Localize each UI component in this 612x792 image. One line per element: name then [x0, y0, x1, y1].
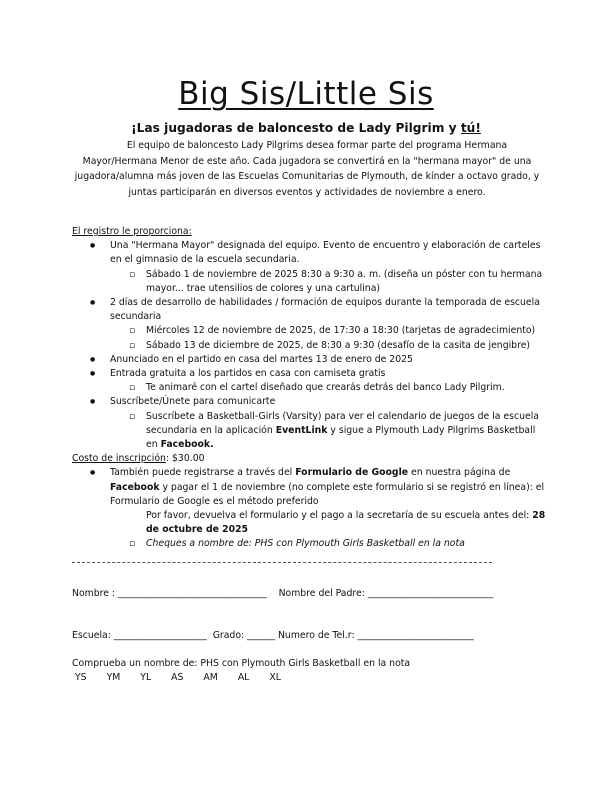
list-item: ● Una "Hermana Mayor" designada del equipo. Evento de encuentro y elaboración de carteles en el gimnasio de la escuela secundaria.	[72, 239, 547, 267]
sub-list-item: ▫ Sábado 13 de diciembre de 2025, de 8:30 a 9:30 (desafío de la casita de jengibre)	[72, 339, 547, 353]
intro-paragraph	[72, 138, 542, 200]
check-note-line: Comprueba un nombre de: PHS con Plymouth Girls Basketball en la nota	[72, 658, 411, 669]
text: Suscríbete a Basketball-Girls (Varsity) para ver el calendario de juegos de la escuela secundaria en la aplicación	[146, 410, 539, 436]
sub-list-item: ▫ Te animaré con el cartel diseñado que crearás detrás del banco Lady Pilgrim.	[72, 381, 547, 395]
return-instructions	[72, 509, 547, 537]
size-option[interactable]: AL	[237, 672, 250, 683]
size-option[interactable]: AS	[171, 672, 184, 683]
sub-list-item: ▫ Sábado 1 de noviembre de 2025 8:30 a 9:30 a. m. (diseña un póster con tu hermana mayor... trae utensilios de colores y una cartulina)	[72, 268, 547, 296]
list-item: ● Entrada gratuita a los partidos en casa con camiseta gratis	[72, 367, 547, 381]
list-item: ● Anunciado en el partido en casa del martes 13 de enero de 2025	[72, 353, 547, 367]
intro-text: El equipo de baloncesto Lady Pilgrims desea formar parte del programa Hermana Mayor/Hermana Menor de este año. Cada jugadora se convertirá en la "hermana mayor" de una jugadora/alumna más joven de las Escuelas Comunitarias de Plymouth, de kínder a octavo grado, y juntas participarán en diversos eventos y actividades de noviembre a enero.	[74, 140, 540, 198]
cut-line-divider	[72, 562, 492, 563]
subtitle-text: ¡Las jugadoras de baloncesto de Lady Pilgrim y	[131, 121, 461, 135]
subtitle	[0, 121, 612, 135]
registration-section	[72, 225, 547, 552]
cost-line	[72, 452, 547, 466]
size-option[interactable]: AM	[203, 672, 218, 683]
list-item: ● 2 días de desarrollo de habilidades / formación de equipos durante la temporada de escuela secundaria	[72, 296, 547, 324]
facebook-text: Facebook.	[160, 439, 214, 451]
text: y pagar el 1 de noviembre (no complete este formulario si se registró en línea): el Formulario de Google es el método preferido	[110, 481, 545, 507]
text: Por favor, devuelva el formulario y el pago a la secretaría de su escuela antes del:	[146, 510, 533, 522]
deadline: 28 de octubre de 2025	[146, 510, 546, 536]
cost-value: : $30.00	[165, 453, 205, 465]
grado-field[interactable]: Grado: ______	[212, 630, 275, 641]
eventlink-text: EventLink	[275, 424, 328, 436]
text: También puede registrarse a través del	[110, 467, 296, 479]
list-item	[72, 466, 547, 509]
facebook-text: Facebook	[110, 481, 160, 493]
form-row-names	[72, 588, 493, 599]
list-item: ● Suscríbete/Únete para comunicarte	[72, 395, 547, 409]
shirt-size-options	[75, 672, 301, 683]
page-title: Big Sis/Little Sis	[178, 76, 434, 112]
sub-list-item	[72, 410, 547, 453]
registration-heading: El registro le proporciona:	[72, 226, 192, 237]
size-option[interactable]: YM	[106, 672, 121, 683]
text: en nuestra página de	[408, 467, 511, 479]
size-option[interactable]: YL	[140, 672, 152, 683]
cost-label: Costo de inscripción	[72, 453, 166, 465]
text: y sigue a Plymouth Lady Pilgrims Basketball en	[146, 424, 536, 451]
form-row-school	[72, 630, 474, 641]
size-option[interactable]: XL	[269, 672, 281, 683]
escuela-field[interactable]: Escuela: ____________________	[72, 630, 207, 641]
checks-note: ▫ Cheques a nombre de: PHS con Plymouth Girls Basketball en la nota	[72, 537, 547, 551]
sub-list-item: ▫ Miércoles 12 de noviembre de 2025, de 17:30 a 18:30 (tarjetas de agradecimiento)	[72, 324, 547, 338]
subtitle-emphasis: tú!	[460, 121, 481, 135]
padre-field[interactable]: Nombre del Padre: ___________________________	[278, 588, 494, 599]
size-option[interactable]: YS	[75, 672, 87, 683]
telefono-field[interactable]: Numero de Tel.r: _________________________	[277, 630, 474, 641]
google-form-text: Formulario de Google	[295, 467, 409, 479]
nombre-field[interactable]: Nombre : ________________________________	[72, 588, 267, 599]
